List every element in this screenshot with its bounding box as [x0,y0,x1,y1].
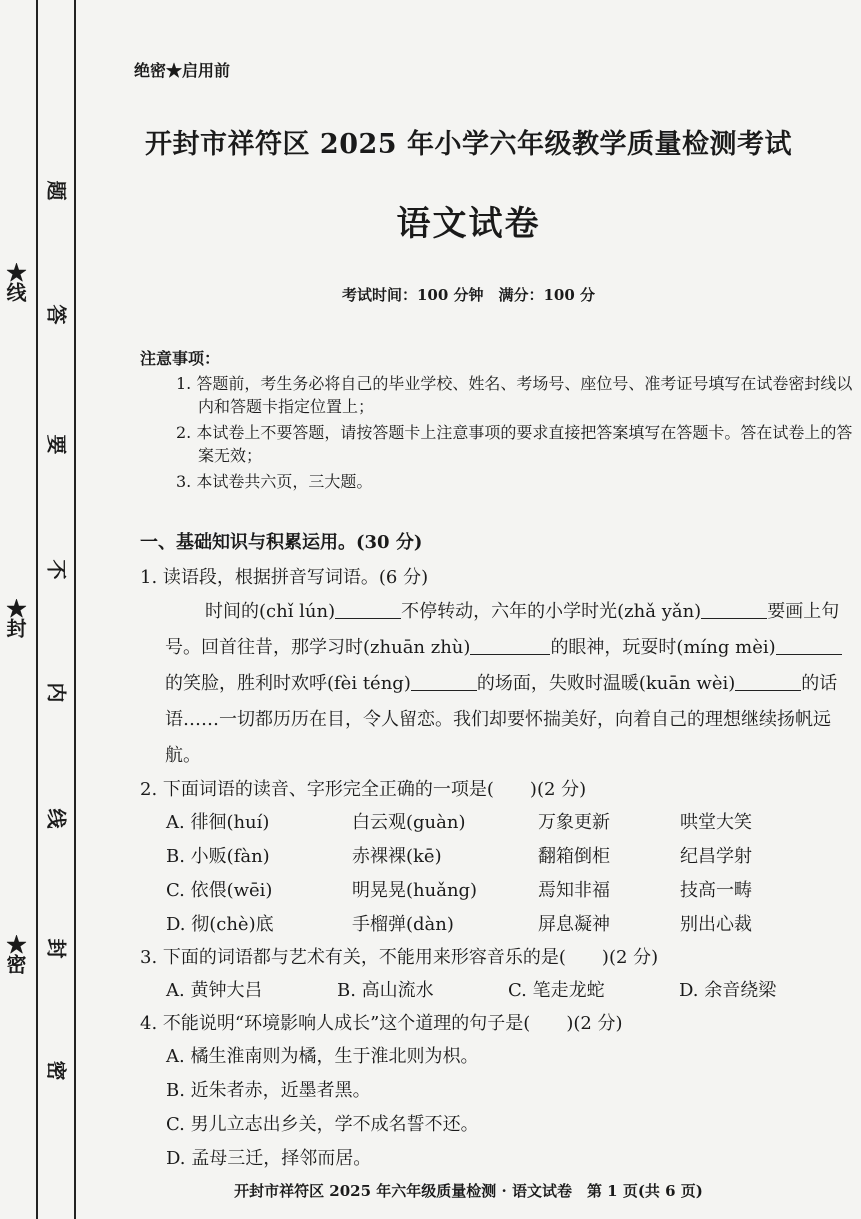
question-1-stem: 1. 读语段，根据拼音写词语。(6 分) [140,567,429,588]
seal-char: 密 [44,1060,69,1081]
option-text: 别出心裁 [680,914,752,935]
option-d[interactable]: D. 孟母三迁，择邻而居。 [166,1148,372,1169]
answer-blank[interactable] [411,670,477,691]
passage-text: 的眼神，玩耍时(míng mèi) [550,637,776,658]
option-text: 赤裸裸(kē) [352,846,442,867]
option-c[interactable]: C. 笔走龙蛇 [508,980,605,1001]
option-a[interactable]: A. 橘生淮南则为橘，生于淮北则为枳。 [166,1046,479,1067]
question-1-passage [165,594,850,774]
section-heading: 一、基础知识与积累运用。(30 分) [140,532,423,553]
exam-title: 开封市祥符区 2025 年小学六年级教学质量检测考试 [145,129,792,160]
exam-subtitle: 语文试卷 [396,204,541,244]
answer-blank[interactable] [776,634,842,655]
option-d[interactable]: D. 余音绕梁 [679,980,777,1001]
passage-text: 的话语……一切都历历在目，令人留恋。我们却要怀揣美好，向着自己的理想继续扬帆远航。 [165,673,838,766]
outer-mark-seal: ★封 [3,598,27,638]
seal-char: 内 [44,682,69,703]
option-text: D. 彻(chè)底 [166,914,274,935]
note-item: 3. 本试卷共六页，三大题。 [176,472,373,491]
option-row [166,974,850,1008]
answer-blank[interactable] [335,598,401,619]
question-4-stem: 4. 不能说明“环境影响人成长”这个道理的句子是( )(2 分) [140,1013,623,1034]
option-text: A. 徘徊(huí) [166,812,270,833]
passage-text: 要画上句号。回首往昔，那学习时(zhuān zhù) [165,601,840,658]
option-text: 翻箱倒柜 [538,846,610,867]
notes-heading: 注意事项： [140,349,221,368]
margin-border-left [36,0,38,1219]
option-row[interactable] [166,874,850,908]
option-b[interactable]: B. 高山流水 [337,980,434,1001]
note-item: 1. 答题前，考生务必将自己的毕业学校、姓名、考场号、座位号、准考证号填写在试卷密封线以内和答题卡指定位置上； [176,374,853,416]
option-b[interactable]: B. 近朱者赤，近墨者黑。 [166,1080,371,1101]
option-row[interactable] [166,806,850,840]
outer-mark-secret: ★密 [3,934,27,974]
binding-margin [0,0,76,1219]
option-text: 技高一畴 [680,880,752,901]
option-text: 手榴弹(dàn) [352,914,454,935]
question-3-stem: 3. 下面的词语都与艺术有关，不能用来形容音乐的是( )(2 分) [140,947,659,968]
option-text: 白云观(guàn) [352,812,466,833]
outer-mark-line: ★线 [3,262,27,302]
option-text: 屏息凝神 [538,914,610,935]
passage-text: 的笑脸，胜利时欢呼(fèi téng) [165,673,411,694]
option-text: 焉知非福 [538,880,610,901]
seal-char: 不 [44,559,69,580]
option-text: 明晃晃(huǎng) [352,880,478,901]
option-c[interactable]: C. 男儿立志出乡关，学不成名誓不还。 [166,1114,479,1135]
seal-char: 线 [44,808,69,829]
notes-list [176,372,856,496]
secret-mark: 绝密★启用前 [134,61,231,80]
passage-text: 不停转动，六年的小学时光(zhǎ yǎn) [401,601,702,622]
question-2-stem: 2. 下面词语的读音、字形完全正确的一项是( )(2 分) [140,779,587,800]
answer-blank[interactable] [470,634,550,655]
option-text: C. 依偎(wēi) [166,880,273,901]
option-text: B. 小贩(fàn) [166,846,270,867]
note-item: 2. 本试卷上不要答题，请按答题卡上注意事项的要求直接把答案填写在答题卡。答在试卷上的答案无效； [176,423,853,465]
option-text: 万象更新 [538,812,610,833]
page-footer: 开封市祥符区 2025 年六年级质量检测 · 语文试卷 第 1 页(共 6 页) [234,1182,703,1200]
option-row[interactable] [166,908,850,942]
answer-blank[interactable] [701,598,767,619]
passage-text: 时间的(chǐ lún) [205,601,336,622]
option-text: 纪昌学射 [680,846,752,867]
seal-char: 封 [44,938,69,959]
seal-char: 答 [44,304,69,325]
exam-page [76,0,861,1219]
section-content [140,562,850,1176]
option-text: 哄堂大笑 [680,812,752,833]
seal-char: 要 [44,434,69,455]
answer-blank[interactable] [735,670,801,691]
option-a[interactable]: A. 黄钟大吕 [166,980,263,1001]
passage-text: 的场面，失败时温暖(kuān wèi) [476,673,736,694]
seal-char: 题 [44,180,69,201]
exam-info: 考试时间：100 分钟 满分：100 分 [341,286,596,304]
option-row[interactable] [166,840,850,874]
